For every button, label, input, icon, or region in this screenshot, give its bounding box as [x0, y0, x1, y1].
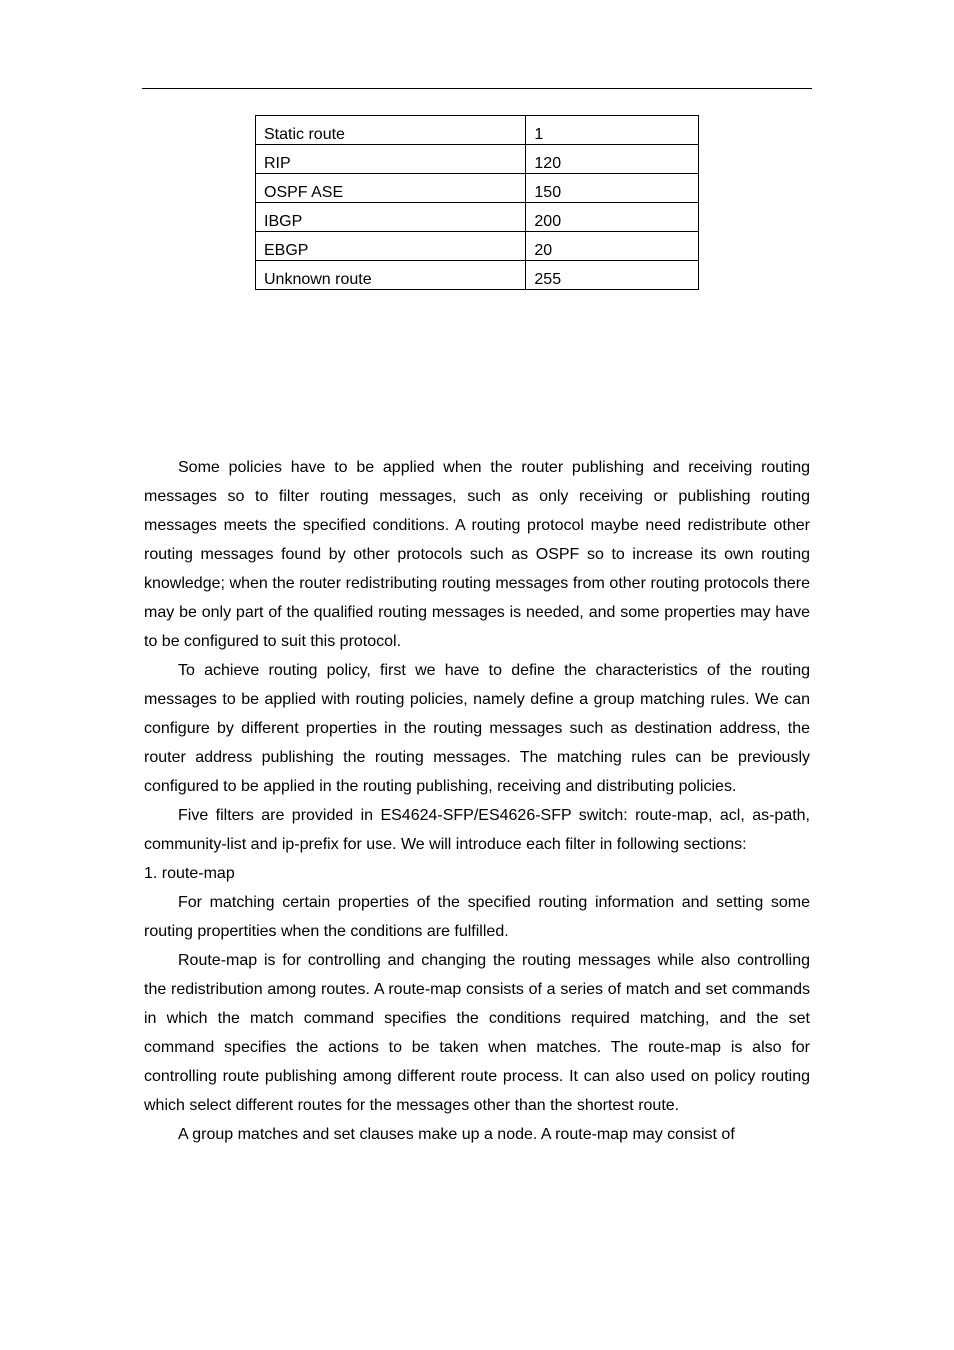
table-cell-value: 255 — [526, 261, 699, 290]
section-heading: 1. route-map — [144, 865, 235, 882]
table-cell-value: 120 — [526, 145, 699, 174]
paragraph: To achieve routing policy, first we have to define the characteristics of the routing messages to be applied with routing policies, namely define a group matching rules. We can configure by different properties in the routing messages such as destination address, the router address publishing the routing messages. The matching rules can be previously configured to be applied in the routing publishing, receiving and distributing policies. — [144, 662, 810, 795]
paragraph: Five filters are provided in ES4624-SFP/ES4626-SFP switch: route-map, acl, as-path, community-list and ip-prefix for use. We will introduce each filter in following sections: — [144, 807, 810, 853]
table-cell-value: 200 — [526, 203, 699, 232]
table-cell-protocol: IBGP — [256, 203, 526, 232]
table-row — [256, 232, 699, 261]
route-priority-table — [255, 115, 699, 290]
table-cell-value: 1 — [526, 116, 699, 145]
paragraph: Some policies have to be applied when the router publishing and receiving routing messages so to filter routing messages, such as only receiving or publishing routing messages meets the specified conditions. A routing protocol maybe need redistribute other routing messages found by other protocols such as OSPF so to increase its own routing knowledge; when the router redistributing routing messages from other routing protocols there may be only part of the qualified routing messages is needed, and some properties may have to be configured to suit this protocol. — [144, 459, 810, 650]
table-cell-protocol: RIP — [256, 145, 526, 174]
table-row — [256, 116, 699, 145]
table-row — [256, 261, 699, 290]
table-row — [256, 203, 699, 232]
paragraph: For matching certain properties of the specified routing information and setting some routing propertities when the conditions are fulfilled. — [144, 894, 810, 940]
table-row — [256, 145, 699, 174]
table-cell-protocol: EBGP — [256, 232, 526, 261]
table-cell-value: 150 — [526, 174, 699, 203]
body-text — [144, 453, 810, 1149]
table-cell-protocol: OSPF ASE — [256, 174, 526, 203]
table-cell-protocol: Static route — [256, 116, 526, 145]
header-rule — [142, 88, 812, 89]
paragraph: A group matches and set clauses make up a node. A route-map may consist of — [178, 1126, 735, 1143]
paragraph: Route-map is for controlling and changing the routing messages while also controlling the redistribution among routes. A route-map consists of a series of match and set commands in which the match command specifies the conditions required matching, and the set command specifies the actions to be taken when matches. The route-map is also for controlling route publishing among different route process. It can also used on policy routing which select different routes for the messages other than the shortest route. — [144, 952, 810, 1114]
table-cell-protocol: Unknown route — [256, 261, 526, 290]
table-cell-value: 20 — [526, 232, 699, 261]
table-row — [256, 174, 699, 203]
